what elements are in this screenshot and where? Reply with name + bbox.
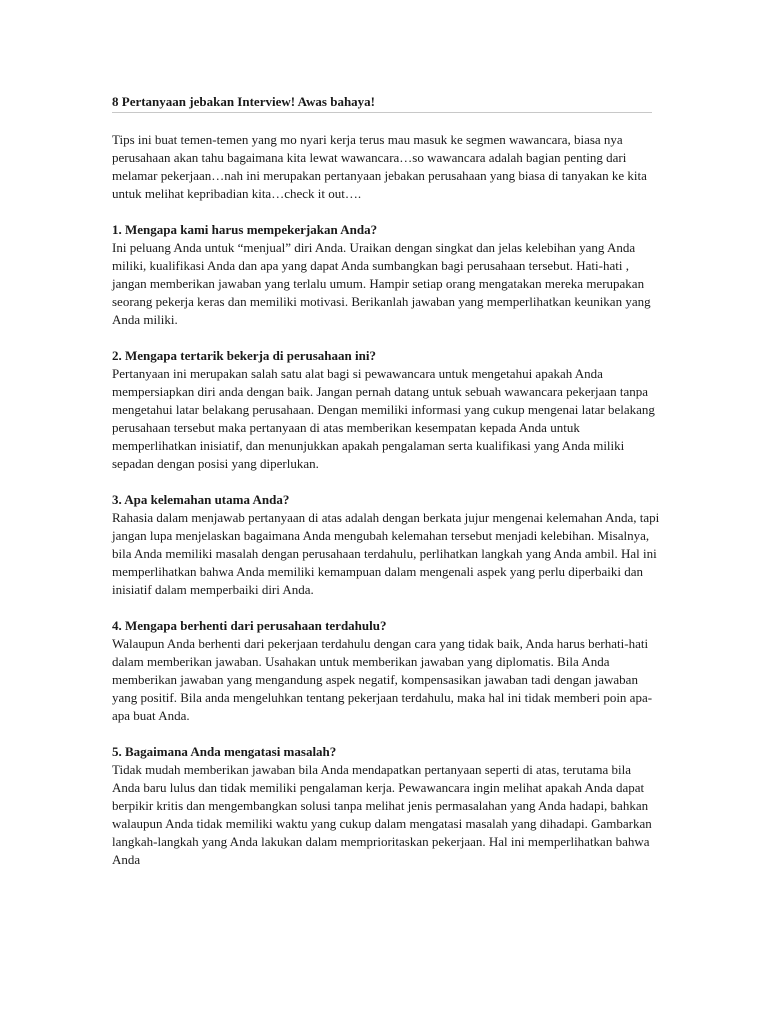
question-heading: 1. Mengapa kami harus mempekerjakan Anda? [112,222,378,237]
question-answer: Pertanyaan ini merupakan salah satu alat bagi si pewawancara untuk mengetahui apakah Anda mempersiapkan diri anda dengan baik. Jangan pernah datang untuk sebuah wawancara pekerjaan tanpa mengetahui latar belakang perusahaan. Dengan memiliki informasi yang cukup mengenai latar belakang perusahaan tersebut maka pertanyaan di atas memberikan kesempatan kepada Anda untuk memperlihatkan inisiatif, dan menunjukkan apakah pengalaman serta kualifikasi yang Anda miliki sepadan dengan posisi yang diperlukan. [112,366,655,471]
question-heading: 5. Bagaimana Anda mengatasi masalah? [112,744,337,759]
question-answer: Walaupun Anda berhenti dari pekerjaan terdahulu dengan cara yang tidak baik, Anda harus berhati-hati dalam memberikan jawaban. Usahakan untuk memberikan jawaban yang diplomatis. Bila Anda memberikan jawaban yang mengandung aspek negatif, kompensasikan jawaban tadi dengan jawaban yang positif. Bila anda mengeluhkan tentang pekerjaan terdahulu, maka hal ini tidak memberi poin apa-apa buat Anda. [112,636,653,723]
document-page [112,93,660,869]
question-answer: Tidak mudah memberikan jawaban bila Anda mendapatkan pertanyaan seperti di atas, terutama bila Anda baru lulus dan tidak memiliki pengalaman kerja. Pewawancara ingin melihat apakah Anda dapat berpikir kritis dan mengembangkan solusi tanpa melihat jenis permasalahan yang Anda hadapi, bahkan walaupun Anda tidak memiliki waktu yang cukup dalam mengatasi masalah yang dihadapi. Gambarkan langkah-langkah yang Anda lakukan dalam memprioritaskan pekerjaan. Hal ini memperlihatkan bahwa Anda [112,762,652,867]
question-section-2 [112,347,660,473]
question-heading: 4. Mengapa berhenti dari perusahaan terdahulu? [112,618,387,633]
question-section-4 [112,617,660,725]
document-title: 8 Pertanyaan jebakan Interview! Awas bahaya! [112,93,652,113]
question-answer: Ini peluang Anda untuk “menjual” diri Anda. Uraikan dengan singkat dan jelas kelebihan yang Anda miliki, kualifikasi Anda dan apa yang dapat Anda sumbangkan bagi perusahaan tersebut. Hati-hati , jangan memberikan jawaban yang terlalu umum. Hampir setiap orang mengatakan mereka merupakan seorang pekerja keras dan memiliki motivasi. Berikanlah jawaban yang memperlihatkan keunikan yang Anda miliki. [112,240,651,327]
intro-paragraph: Tips ini buat temen-temen yang mo nyari kerja terus mau masuk ke segmen wawancara, biasa nya perusahaan akan tahu bagaimana kita lewat wawancara…so wawancara adalah bagian penting dari melamar pekerjaan…nah ini merupakan pertanyaan jebakan perusahaan yang biasa di tanyakan ke kita untuk melihat kepribadian kita…check it out…. [112,132,647,201]
question-section-5 [112,743,660,869]
question-section-3 [112,491,660,599]
question-heading: 3. Apa kelemahan utama Anda? [112,492,290,507]
question-answer: Rahasia dalam menjawab pertanyaan di atas adalah dengan berkata jujur mengenai kelemahan Anda, tapi jangan lupa menjelaskan bagaimana Anda mengubah kelemahan tersebut menjadi kelebihan. Misalnya, bila Anda memiliki masalah dengan perusahaan terdahulu, perlihatkan langkah yang Anda ambil. Hal ini memperlihatkan bahwa Anda memiliki kemampuan dalam mengenali aspek yang perlu diperbaiki dan inisiatif dalam memperbaiki diri Anda. [112,510,660,597]
question-section-1 [112,221,660,329]
question-heading: 2. Mengapa tertarik bekerja di perusahaan ini? [112,348,376,363]
